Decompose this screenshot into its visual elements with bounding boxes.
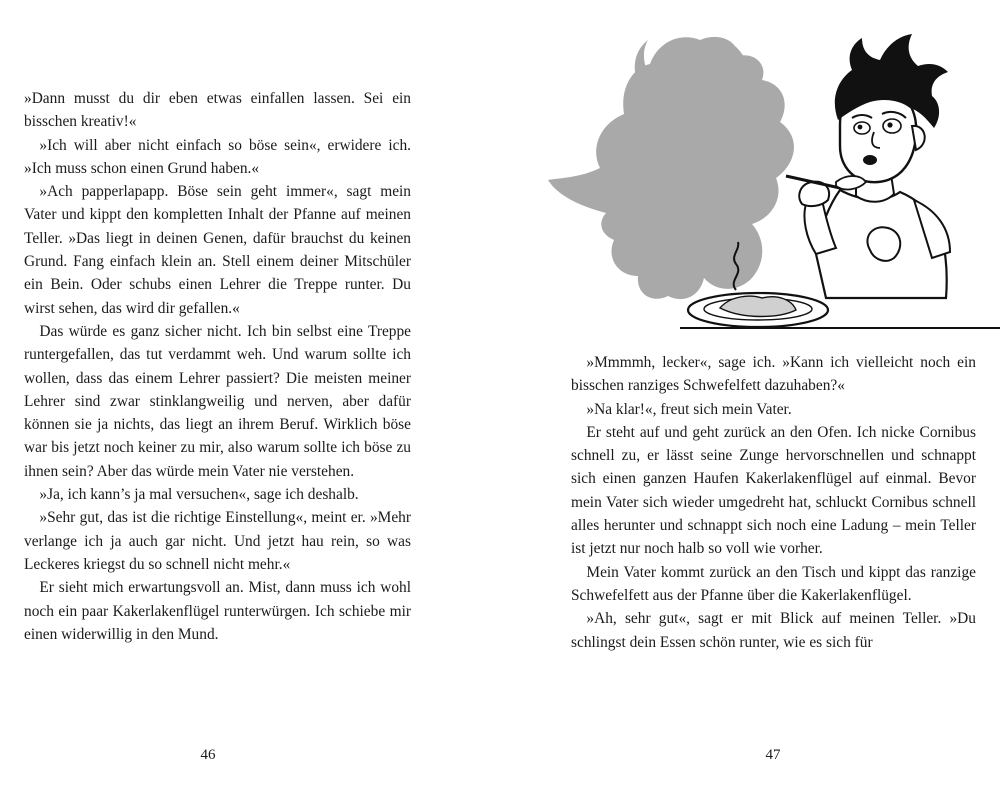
- shadow-devil-shape: [548, 37, 794, 299]
- paragraph: »Na klar!«, freut sich mein Vater.: [586, 400, 792, 418]
- boy-eating-illustration-icon: [540, 28, 1000, 338]
- paragraph: »Dann musst du dir eben etwas einfallen lassen. Sei ein bisschen kreativ!«: [24, 90, 411, 131]
- left-page-text: [24, 87, 411, 646]
- boy-pupil: [887, 122, 892, 127]
- page-number-right: 47: [765, 747, 781, 763]
- paragraph: »Ah, sehr gut«, sagt er mit Blick auf meinen Teller. »Du schlingst dein Essen schön runter, wie es sich für: [571, 610, 976, 651]
- right-page-text: [571, 351, 976, 654]
- boy-other-hand: [867, 227, 900, 261]
- boy-pupil: [858, 125, 863, 130]
- paragraph: »Sehr gut, das ist die richtige Einstellung«, meint er. »Mehr verlange ich ja auch gar nicht. Und jetzt hau rein, so was Leckeres kriegst du so schnell nicht mehr.«: [24, 509, 411, 573]
- paragraph: Er sieht mich erwartungsvoll an. Mist, dann muss ich wohl noch ein paar Kakerlakenflügel runterwürgen. Ich schiebe mir einen widerwillig in den Mund.: [24, 579, 411, 643]
- paragraph: Mein Vater kommt zurück an den Tisch und kippt das ranzige Schwefelfett aus der Pfanne über die Kakerlakenflügel.: [571, 563, 976, 604]
- right-page: [500, 0, 1000, 800]
- paragraph: »Ich will aber nicht einfach so böse sein«, erwidere ich. »Ich muss schon einen Grund haben.«: [24, 136, 411, 177]
- boy-mouth: [863, 155, 877, 165]
- paragraph: »Mmmmh, lecker«, sage ich. »Kann ich vielleicht noch ein bisschen ranziges Schwefelfett dazuhaben?«: [571, 354, 976, 395]
- paragraph: Das würde es ganz sicher nicht. Ich bin selbst eine Treppe runtergefallen, das tut verdammt weh. Und warum sollte ich wollen, dass das einem Lehrer passiert? Die meisten meiner Lehrer sind zwar stinklangweilig und nerven, aber dafür können sie ja nichts, das liegt an ihrem Beruf. Wirklich böse war bis jetzt noch keiner zu mir, also warum sollte ich böse zu ihnen sein? Aber das würde mein Vater nie verstehen.: [24, 322, 411, 480]
- paragraph: »Ach papperlapapp. Böse sein geht immer«, sagt mein Vater und kippt den kompletten Inhalt der Pfanne auf meinen Teller. »Das liegt in deinen Genen, dafür brauchst du keinen Grund. Fang einfach klein an. Stell einem deiner Mitschüler ein Bein. Oder schubs einen Lehrer die Treppe runter. Du wirst sehen, das wird dir gefallen.«: [24, 183, 411, 317]
- paragraph: »Ja, ich kann’s ja mal versuchen«, sage ich deshalb.: [39, 486, 359, 504]
- page-number-left: 46: [200, 747, 216, 763]
- paragraph: Er steht auf und geht zurück an den Ofen. Ich nicke Cornibus schnell zu, er lässt seine Zunge hervorschnellen und schnappt sich einen ganzen Haufen Kakerlakenflügel auf einmal. Bevor mein Vater sich wieder umgedreht hat, schluckt Cornibus schnell alles herunter und schnappt sich noch eine Ladung – mein Teller ist jetzt nur noch halb so voll wie vorher.: [571, 423, 976, 558]
